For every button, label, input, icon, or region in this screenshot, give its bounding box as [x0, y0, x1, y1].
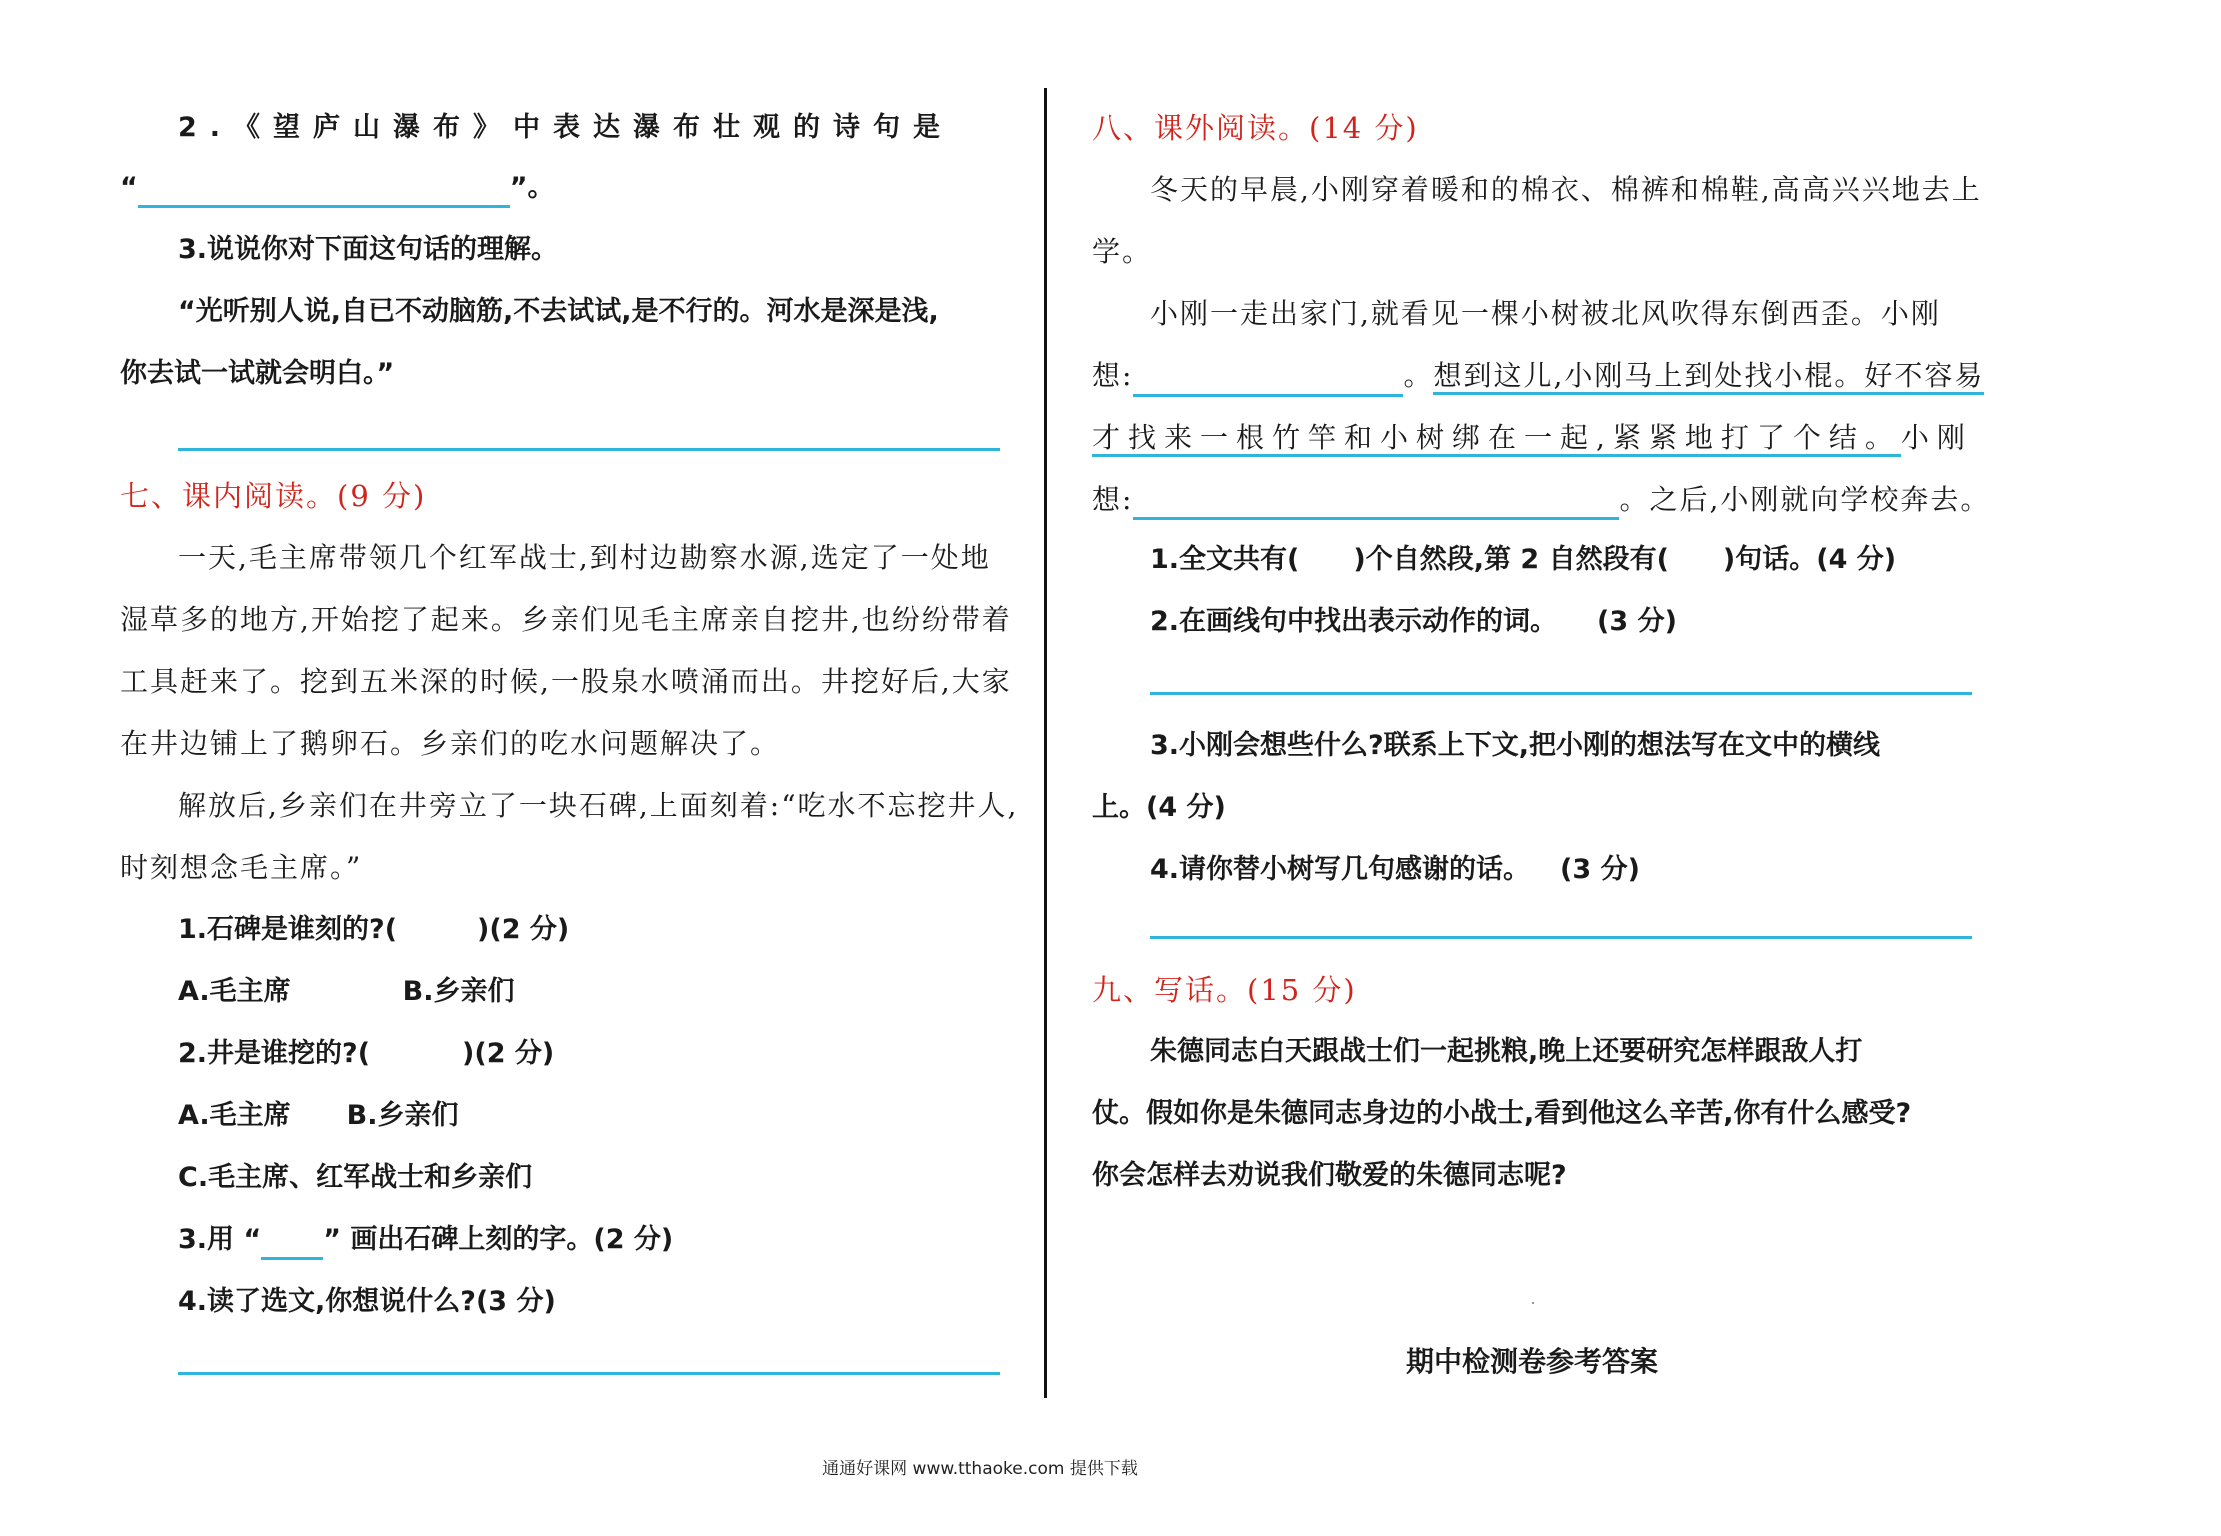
question-3-understanding: 3.说说你对下面这句话的理解。: [178, 234, 559, 265]
answer-line-r-q2[interactable]: [1150, 692, 1972, 695]
footer-credit: 通通好课网 www.tthaoke.com 提供下载: [822, 1459, 1138, 1479]
question-2-lushan: 2.《望庐山瀑布》中表达瀑布壮观的诗句是: [178, 112, 954, 143]
passage-line: 在井边铺上了鹅卵石。乡亲们的吃水问题解决了。: [120, 727, 781, 760]
passage-line: 一天,毛主席带领几个红军战士,到村边勘察水源,选定了一处地: [178, 541, 991, 574]
passage-line: 工具赶来了。挖到五米深的时候,一股泉水喷涌而出。井挖好后,大家: [120, 665, 1012, 698]
option-b: B.乡亲们: [402, 976, 515, 1007]
column-divider: [1044, 88, 1047, 1398]
answer-blank-think-1[interactable]: [1133, 362, 1403, 397]
passage-line: 小刚一走出家门,就看见一棵小树被北风吹得东倒西歪。小刚: [1150, 297, 1941, 330]
question-2-option-c: C.毛主席、红军战士和乡亲们: [178, 1162, 533, 1193]
option-a: A.毛主席: [178, 976, 291, 1007]
answer-blank-q2[interactable]: [138, 173, 510, 208]
underlined-sentence: 才找来一根竹竿和小树绑在一起,紧紧地打了个结。: [1092, 421, 1901, 457]
question-2-options: [120, 1096, 1058, 1136]
passage-line-underlined: 才找来一根竹竿和小树绑在一起,紧紧地打了个结。小刚: [1092, 418, 1972, 458]
question-2-well: 2.井是谁挖的?( )(2 分): [178, 1038, 555, 1069]
question-1-stele: 1.石碑是谁刻的?( )(2 分): [178, 914, 570, 945]
answer-line-r-q4[interactable]: [1150, 936, 1972, 939]
passage-line: 冬天的早晨,小刚穿着暖和的棉衣、棉裤和棉鞋,高高兴兴地去上: [1150, 173, 1982, 206]
question-3-thoughts-cont: 上。(4 分): [1092, 792, 1226, 823]
passage-line: 学。: [1092, 235, 1153, 268]
answer-blank-think-2[interactable]: [1133, 485, 1619, 520]
question-2-answer-row: [120, 168, 1000, 208]
writing-prompt-line: 朱德同志白天跟战士们一起挑粮,晚上还要研究怎样跟敌人打: [1150, 1036, 1863, 1067]
passage-line-with-blank: 想: 。想到这儿,小刚马上到处找小棍。好不容易: [1092, 356, 1972, 396]
question-1-paragraphs: 1.全文共有( )个自然段,第 2 自然段有( )句话。(4 分): [1150, 544, 1897, 575]
question-3-thoughts: 3.小刚会想些什么?联系上下文,把小刚的想法写在文中的横线: [1150, 730, 1880, 761]
passage-line: 解放后,乡亲们在井旁立了一块石碑,上面刻着:“吃水不忘挖井人,: [178, 789, 1019, 822]
quote-line-2: 你去试一试就会明白。”: [120, 358, 395, 389]
section-9-heading: 九、写话。(15 分): [1092, 973, 1357, 1007]
question-3-mark: 3.用 “ ” 画出石碑上刻的字。(2 分): [120, 1220, 1058, 1260]
answer-line-q3[interactable]: [178, 448, 1000, 451]
writing-prompt-line: 你会怎样去劝说我们敬爱的朱德同志呢?: [1092, 1160, 1567, 1191]
section-7-heading: 七、课内阅读。(9 分): [120, 479, 427, 513]
question-1-options: [120, 972, 1058, 1012]
passage-line: 时刻想念毛主席。”: [120, 851, 363, 884]
section-8-heading: 八、课外阅读。(14 分): [1092, 111, 1419, 145]
underlined-sentence: 想到这儿,小刚马上到处找小棍。好不容易: [1433, 359, 1984, 395]
writing-prompt-line: 仗。假如你是朱德同志身边的小战士,看到他这么辛苦,你有什么感受?: [1092, 1098, 1912, 1129]
question-4-thanks: 4.请你替小树写几句感谢的话。 (3 分): [1150, 854, 1640, 885]
open-quote: “: [120, 172, 138, 203]
answer-line-q4[interactable]: [178, 1372, 1000, 1375]
passage-line-with-blank: 想: 。之后,小刚就向学校奔去。: [1092, 480, 1972, 520]
answer-key-title: 期中检测卷参考答案: [1405, 1345, 1658, 1378]
option-b: B.乡亲们: [346, 1100, 459, 1131]
stray-dot: [1532, 1302, 1534, 1304]
option-a: A.毛主席: [178, 1100, 291, 1131]
passage-line: 湿草多的地方,开始挖了起来。乡亲们见毛主席亲自挖井,也纷纷带着: [120, 603, 1012, 636]
quote-line-1: “光听别人说,自已不动脑筋,不去试试,是不行的。河水是深是浅,: [178, 296, 939, 327]
question-2-action-words: 2.在画线句中找出表示动作的词。 (3 分): [1150, 606, 1677, 637]
question-4-think: 4.读了选文,你想说什么?(3 分): [178, 1286, 556, 1317]
close-quote: ”。: [509, 172, 555, 203]
sample-underline: [261, 1225, 323, 1260]
